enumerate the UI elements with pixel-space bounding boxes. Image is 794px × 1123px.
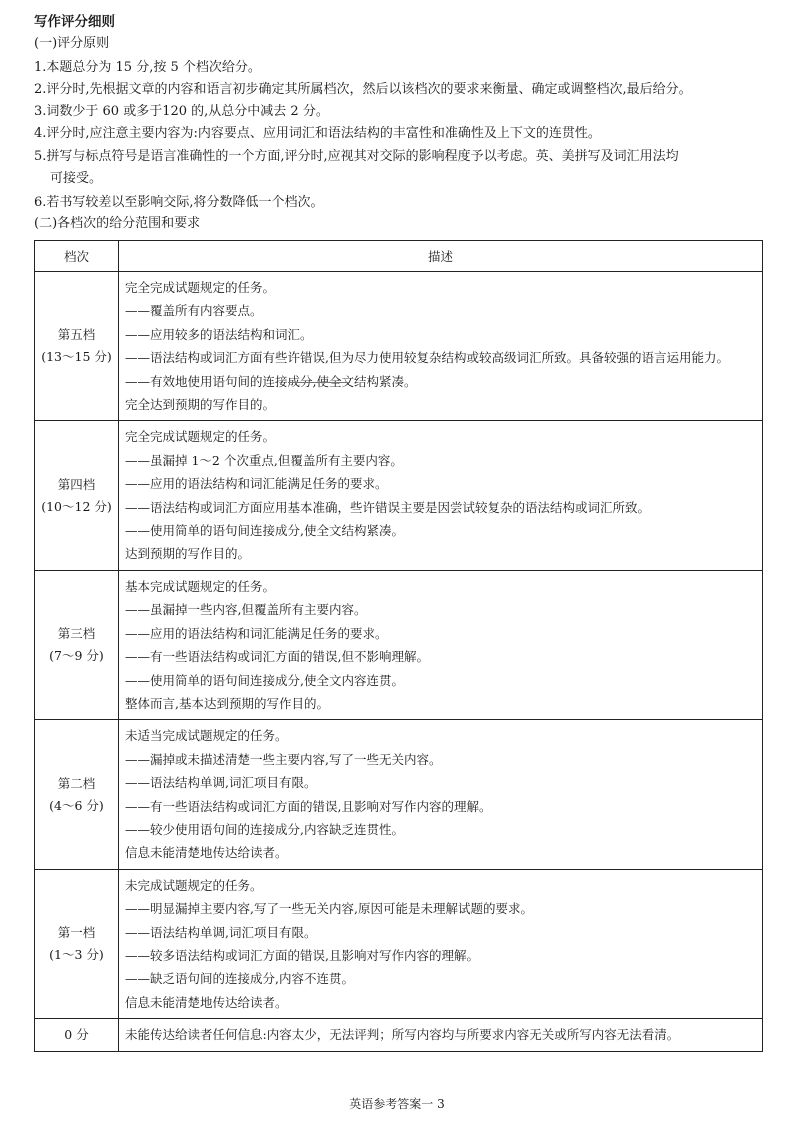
rule-text: 1.本题总分为 15 分,按 5 个档次给分。 [34,60,261,75]
rule-text: 5.拼写与标点符号是语言准确性的一个方面,评分时,应视其对交际的影响程度予以考虑。英、美拼写及词汇用法均 [34,149,679,164]
stray-mark [288,382,350,383]
rule-text: 3.词数少于 60 或多于120 的,从总分中减去 2 分。 [34,104,329,119]
section-heading-principles: (一)评分原则 [34,36,110,51]
page-title: 写作评分细则 [34,14,115,30]
description-line: 基本完成试题规定的任务。 [125,578,276,594]
description-line: ——应用较多的语法结构和词汇。 [125,326,313,342]
level-name: 第一档 [57,924,96,940]
description-line: ——有一些语法结构或词汇方面的错误,且影响对写作内容的理解。 [125,798,492,814]
table-header-row [35,241,763,272]
level-range: (1～3 分) [49,946,104,962]
grading-table [34,240,763,1052]
description-cell [119,720,763,869]
table-row [35,720,763,869]
rule-item [34,57,774,79]
rule-item [34,101,774,123]
description-line: 未适当完成试题规定的任务。 [125,728,288,744]
description-line: ——语法结构单调,词汇项目有限。 [125,924,317,940]
description-line: 完全达到预期的写作目的。 [125,397,276,413]
description-line: ——语法结构单调,词汇项目有限。 [125,775,317,791]
rule-text: 6.若书写较差以至影响交际,将分数降低一个档次。 [34,195,324,210]
description-line: ——漏掉或未描述清楚一些主要内容,写了一些无关内容。 [125,751,442,767]
description-line: ——应用的语法结构和词汇能满足任务的要求。 [125,625,388,641]
description-cell [119,869,763,1018]
description-line: ——虽漏掉 1～2 个次重点,但覆盖所有主要内容。 [125,452,403,468]
level-cell [35,720,119,869]
description-cell [119,272,763,421]
level-cell [35,421,119,570]
column-header-level: 档次 [35,241,119,272]
level-cell [35,869,119,1018]
description-line: 完全完成试题规定的任务。 [125,280,276,295]
table-row-zero [35,1019,763,1052]
level-name: 第五档 [57,327,96,343]
rule-item [34,123,774,145]
description-line: ——较少使用语句间的连接成分,内容缺乏连贯性。 [125,821,404,837]
section-heading-levels: (二)各档次的给分范围和要求 [34,216,201,231]
description-line: ——语法结构或词汇方面有些许错误,但为尽力使用较复杂结构或较高级词汇所致。具备较强的语言运用能力。 [125,350,729,366]
description-cell [119,570,763,719]
level-name: 第四档 [57,476,96,492]
description-line: 达到预期的写作目的。 [125,546,251,562]
rule-item [34,79,774,101]
description-line: ——使用简单的语句间连接成分,使全文结构紧凑。 [125,523,404,539]
table-row [35,272,763,421]
description-cell [119,1019,763,1052]
description-line: 信息未能清楚地传达给读者。 [125,994,288,1010]
rule-continuation: 可接受。 [50,171,103,186]
level-cell: 0 分 [35,1019,119,1052]
description-line: ——虽漏掉一些内容,但覆盖所有主要内容。 [125,602,367,618]
table-row [35,421,763,570]
description-line: ——使用简单的语句间连接成分,使全文内容连贯。 [125,672,404,688]
description-line: 未完成试题规定的任务。 [125,877,263,893]
description-cell [119,421,763,570]
level-range: (7～9 分) [49,648,104,664]
table-row [35,869,763,1018]
description-line: 完全完成试题规定的任务。 [125,429,276,445]
level-range: (13～15 分) [41,349,112,365]
column-header-description: 描述 [119,241,763,272]
rule-text: 4.评分时,应注意主要内容为:内容要点、应用词汇和语法结构的丰富性和准确性及上下文的连贯性。 [34,126,601,141]
level-name: 第三档 [57,626,96,642]
description-line: 未能传达给读者任何信息:内容太少，无法评判；所写内容均与所要求内容无关或所写内容无法看清。 [125,1027,680,1043]
description-line: ——明显漏掉主要内容,写了一些无关内容,原因可能是未理解试题的要求。 [125,901,533,917]
description-line: 信息未能清楚地传达给读者。 [125,845,288,861]
description-line: ——较多语法结构或词汇方面的错误,且影响对写作内容的理解。 [125,947,479,963]
rule-item [34,192,774,214]
description-line: ——缺乏语句间的连接成分,内容不连贯。 [125,971,354,987]
level-range: (10～12 分) [41,498,112,514]
description-line: ——语法结构或词汇方面应用基本准确，些许错误主要是因尝试较复杂的语法结构或词汇所致。 [125,499,651,515]
description-line: ——应用的语法结构和词汇能满足任务的要求。 [125,476,388,492]
level-range: (4～6 分) [49,797,104,813]
page-footer: 英语参考答案一 3 [349,1097,445,1111]
description-line: ——有效地使用语句间的连接成分,使全文结构紧凑。 [125,373,417,389]
level-cell [35,272,119,421]
rule-item [34,146,774,190]
description-line: 整体而言,基本达到预期的写作目的。 [125,695,329,711]
table-row [35,570,763,719]
level-name: 第二档 [57,775,96,791]
description-line: ——覆盖所有内容要点。 [125,303,263,319]
level-cell [35,570,119,719]
description-line: ——有一些语法结构或词汇方面的错误,但不影响理解。 [125,649,429,665]
rule-text: 2.评分时,先根据文章的内容和语言初步确定其所属档次，然后以该档次的要求来衡量、确定或调整档次,最后给分。 [34,82,692,97]
